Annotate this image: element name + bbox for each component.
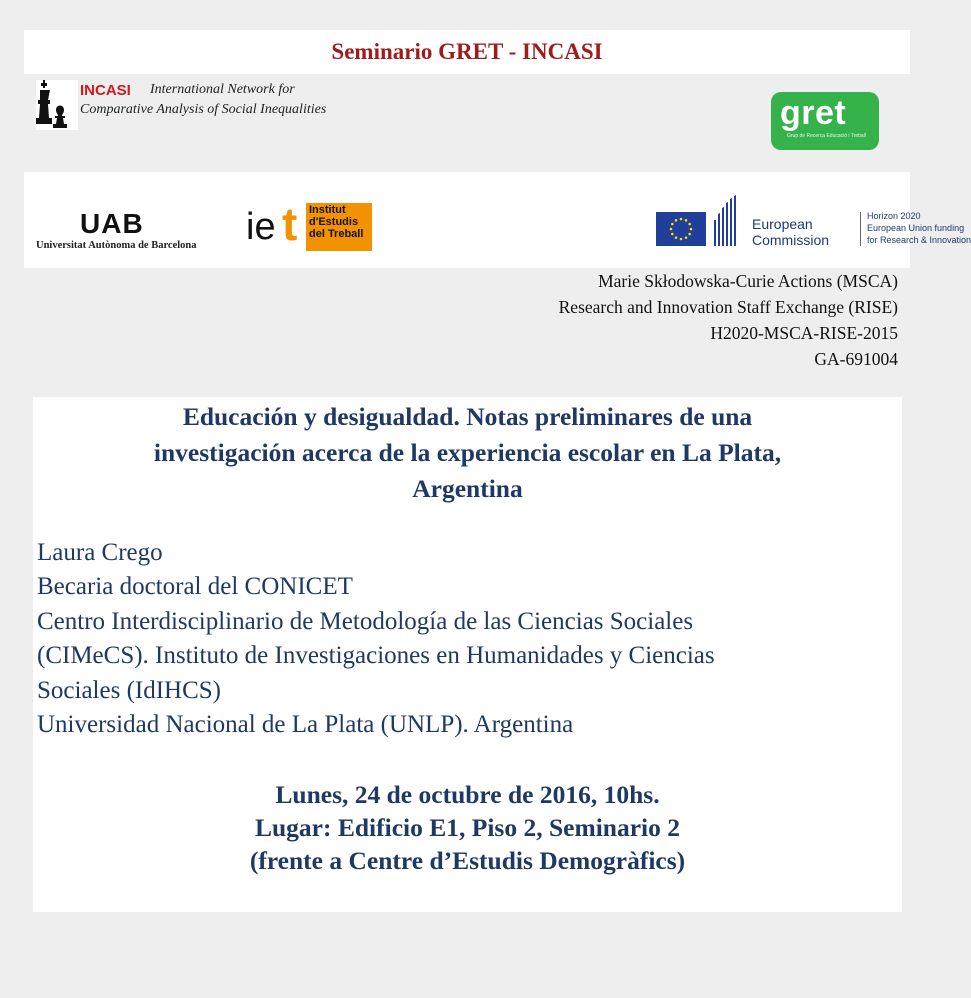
talk-title [33, 399, 902, 507]
speaker-affiliation-line: Sociales (IdIHCS) [37, 676, 221, 704]
event-date: Lunes, 24 de octubre de 2016, 10hs. [275, 780, 660, 809]
seminar-title: Seminario GRET - INCASI [331, 39, 603, 64]
gret-subtitle: Grup de Recerca Educació i Treball [787, 133, 866, 139]
ec-name [752, 216, 829, 248]
uab-wordmark: UAB [80, 208, 144, 239]
eu-star-icon [671, 233, 674, 236]
event-location-note: (frente a Centre d’Estudis Demogràfics) [249, 846, 686, 875]
seminar-header [24, 30, 910, 74]
gret-logo [771, 92, 879, 150]
ec-line: European [752, 216, 813, 232]
h2020-line: Horizon 2020 [867, 211, 921, 221]
eu-star-icon [670, 228, 673, 231]
event-details [33, 778, 902, 877]
uab-name: Universitat Autònoma de Barcelona [36, 240, 197, 251]
iet-letters: ie [246, 206, 276, 248]
talk-title-line: investigación acerca de la experiencia escolar en La Plata, [153, 438, 782, 467]
speaker-name: Laura Crego [37, 539, 163, 566]
eu-star-icon [675, 219, 678, 222]
horizon-2020-label [867, 210, 971, 246]
incasi-logo [36, 80, 346, 130]
speaker-affiliation-line: (CIMeCS). Instituto de Investigaciones en Humanidades y Ciencias [37, 642, 715, 670]
partner-logos-band [24, 172, 971, 268]
eu-flag-icon [656, 212, 706, 246]
ec-line: Commission [752, 232, 830, 248]
speaker-info [37, 536, 887, 742]
eu-star-icon [671, 223, 674, 226]
incasi-tagline-1: International Network for [150, 82, 295, 97]
incasi-tagline-2: Comparative Analysis of Social Inequalities [80, 102, 327, 117]
eu-star-icon [688, 233, 691, 236]
funding-line: Marie Skłodowska-Curie Actions (MSCA) [598, 271, 898, 291]
european-commission-logo [632, 186, 971, 252]
h2020-line: European Union funding [867, 223, 965, 233]
eu-star-icon [680, 218, 683, 221]
eu-star-icon [685, 236, 688, 239]
funding-line: Research and Innovation Staff Exchange (RISE) [558, 297, 898, 317]
eu-star-icon [685, 219, 688, 222]
h2020-line: for Research & Innovation [867, 235, 971, 245]
gret-wordmark: gret [780, 94, 847, 132]
iet-line: Institut [309, 204, 346, 216]
eu-star-icon [680, 238, 683, 241]
eu-star-icon [688, 223, 691, 226]
chess-pieces-icon [36, 80, 78, 130]
funding-info [559, 268, 898, 372]
seminar-details-card [33, 397, 902, 912]
funding-line: GA-691004 [814, 349, 898, 369]
speaker-affiliation-line: Universidad Nacional de La Plata (UNLP). Argentina [37, 711, 574, 739]
iet-line: d'Estudis [309, 216, 359, 228]
commission-building-icon [712, 194, 746, 250]
uab-logo [36, 210, 197, 251]
talk-title-line: Argentina [412, 474, 523, 503]
eu-star-icon [675, 236, 678, 239]
iet-t-letter: t [282, 198, 298, 250]
speaker-affiliation-line: Becaria doctoral del CONICET [37, 573, 353, 601]
talk-title-line: Educación y desigualdad. Notas preliminares de una [182, 402, 753, 431]
iet-name-box [306, 203, 372, 251]
event-location: Lugar: Edificio E1, Piso 2, Seminario 2 [254, 813, 680, 842]
logo-divider [860, 212, 861, 246]
eu-star-icon [690, 228, 693, 231]
speaker-affiliation-line: Centro Interdisciplinario de Metodología de las Ciencias Sociales [37, 607, 694, 635]
funding-line: H2020-MSCA-RISE-2015 [710, 323, 898, 343]
incasi-wordmark: INCASI [80, 82, 131, 99]
iet-line: del Treball [309, 228, 364, 240]
